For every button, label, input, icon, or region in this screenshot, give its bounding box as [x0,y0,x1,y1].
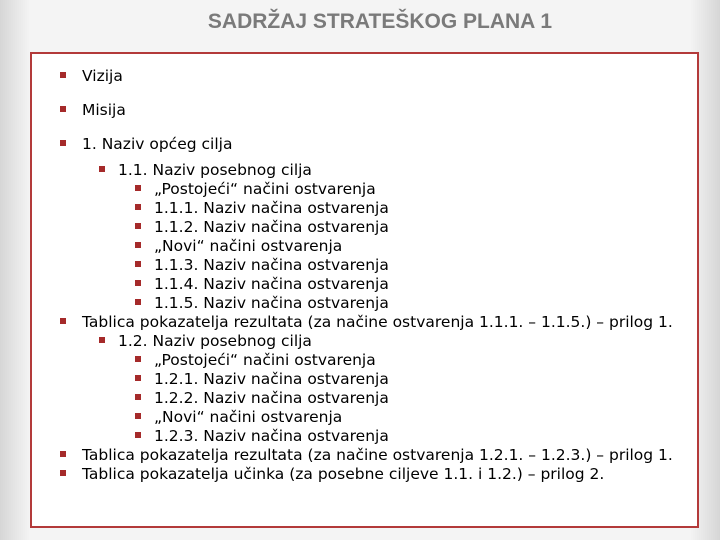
bullet-icon [135,261,141,267]
slide-title: SADRŽAJ STRATEŠKOG PLANA 1 [207,10,553,33]
list-item-text: 1.2.3. Naziv načina ostvarenja [154,427,389,445]
content-panel [30,52,699,528]
bullet-icon [60,140,66,146]
list-item [135,389,389,408]
bullet-icon [135,356,141,362]
bullet-icon [60,72,66,78]
list-item [135,275,389,294]
list-item-text: 1. Naziv općeg cilja [82,135,233,153]
bullet-icon [135,413,141,419]
list-item-text: Tablica pokazatelja rezultata (za načine ostvarenja 1.1.1. – 1.1.5.) – prilog 1. [82,313,673,331]
bullet-icon [60,470,66,476]
list-item-text: 1.1.5. Naziv načina ostvarenja [154,294,389,312]
bullet-icon [60,106,66,112]
list-item-text: Tablica pokazatelja rezultata (za načine ostvarenja 1.2.1. – 1.2.3.) – prilog 1. [82,446,673,464]
list-item [135,180,376,199]
list-item-text: Vizija [82,67,123,85]
list-item [135,294,389,313]
list-item-text: 1.1.4. Naziv načina ostvarenja [154,275,389,293]
bullet-icon [135,299,141,305]
list-item-text: Misija [82,101,126,119]
list-item-text: 1.1.1. Naziv načina ostvarenja [154,199,389,217]
list-item [60,465,604,484]
list-item [135,408,342,427]
list-item-text: 1.1. Naziv posebnog cilja [118,161,312,179]
list-item [135,351,376,370]
list-item [135,237,342,256]
bullet-icon [135,204,141,210]
list-item-text: 1.2.2. Naziv načina ostvarenja [154,389,389,407]
list-item [60,313,673,332]
list-item [135,218,389,237]
list-item [60,101,126,120]
bullet-icon [99,337,105,343]
list-item-text: Tablica pokazatelja učinka (za posebne ciljeve 1.1. i 1.2.) – prilog 2. [82,465,605,483]
list-item-text: „Postojeći“ načini ostvarenja [154,351,376,369]
list-item-text: 1.2. Naziv posebnog cilja [118,332,312,350]
list-item [60,67,123,86]
list-item [135,256,389,275]
list-item-text: 1.1.2. Naziv načina ostvarenja [154,218,389,236]
list-item [135,199,389,218]
bullet-icon [135,432,141,438]
list-item-text: „Novi“ načini ostvarenja [154,237,343,255]
bullet-icon [60,451,66,457]
list-item [99,161,312,180]
list-item [135,427,389,446]
list-item [135,370,389,389]
list-item-text: „Postojeći“ načini ostvarenja [154,180,376,198]
bullet-icon [60,318,66,324]
bullet-icon [135,394,141,400]
list-item-text: 1.2.1. Naziv načina ostvarenja [154,370,389,388]
list-item [60,135,232,154]
bullet-icon [135,242,141,248]
bullet-icon [135,375,141,381]
bullet-icon [135,223,141,229]
list-item [99,332,312,351]
list-item-text: „Novi“ načini ostvarenja [154,408,343,426]
list-item [60,446,673,465]
list-item-text: 1.1.3. Naziv načina ostvarenja [154,256,389,274]
bullet-icon [135,280,141,286]
bullet-icon [135,185,141,191]
bullet-icon [99,166,105,172]
